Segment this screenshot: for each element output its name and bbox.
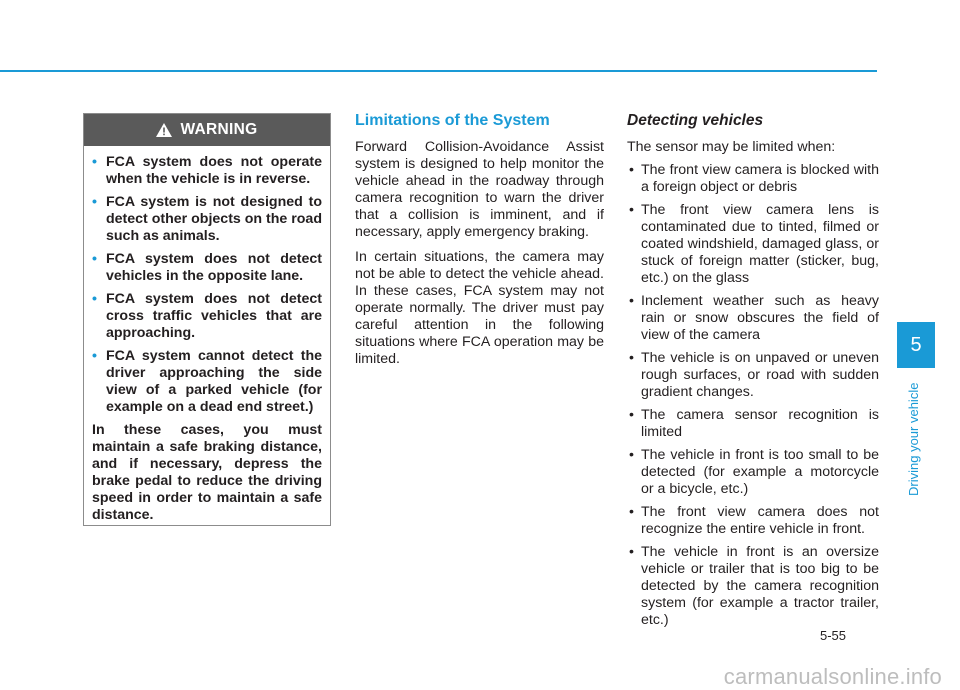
warning-item: • FCA system cannot detect the driver approaching the side view of a parked vehicle (for example on a dead end street.): [92, 348, 322, 416]
detecting-intro: The sensor may be limited when:: [627, 139, 836, 155]
chapter-number-tab: 5: [897, 322, 935, 368]
warning-box: [83, 113, 331, 526]
warning-item: • FCA system does not detect cross traffic vehicles that are approaching.: [92, 291, 322, 342]
watermark: carmanualsonline.info: [723, 664, 942, 689]
limitations-section: [355, 112, 604, 376]
warning-item: • FCA system is not designed to detect other objects on the road such as animals.: [92, 194, 322, 245]
detecting-item: • The vehicle in front is too small to be detected (for example a motorcycle or a bicycle, etc.): [627, 447, 879, 498]
warning-body: [84, 146, 330, 524]
warning-title: WARNING: [180, 121, 258, 138]
limitations-paragraph: Forward Collision-Avoidance Assist system is designed to help monitor the vehicle ahead in the roadway through camera recognition to warn the driver that a collision is imminent, and if necessary, apply emergency braking.: [355, 139, 604, 240]
detecting-item: • The vehicle is on unpaved or uneven rough surfaces, or road with sudden gradient changes.: [627, 350, 879, 401]
warning-item: • FCA system does not detect vehicles in the opposite lane.: [92, 251, 322, 285]
detecting-list: [627, 162, 879, 629]
warning-closing: In these cases, you must maintain a safe braking distance, and if necessary, depress the brake pedal to reduce the driving speed in order to maintain a safe distance.: [92, 422, 322, 523]
detecting-item: • The camera sensor recognition is limited: [627, 407, 879, 441]
warning-triangle-icon: [156, 123, 172, 137]
page-number: 5-55: [820, 628, 847, 643]
warning-header: [84, 114, 330, 146]
detecting-section: [627, 112, 879, 635]
detecting-item: • The front view camera does not recognize the entire vehicle in front.: [627, 504, 879, 538]
detecting-item: • The vehicle in front is an oversize vehicle or trailer that is too big to be detected by the camera recognition system (for example a tractor trailer, etc.): [627, 544, 879, 629]
limitations-heading: Limitations of the System: [355, 112, 550, 129]
warning-list: [92, 154, 322, 416]
detecting-item: • The front view camera lens is contaminated due to tinted, filmed or coated windshield, damaged glass, or stuck of foreign matter (sticker, bug, etc.) on the glass: [627, 202, 879, 287]
detecting-item: • The front view camera is blocked with a foreign object or debris: [627, 162, 879, 196]
top-rule: [0, 70, 877, 72]
limitations-paragraph: In certain situations, the camera may not be able to detect the vehicle ahead. In these cases, FCA system may not operate normally. The driver must pay careful attention in the following situations where FCA operation may be limited.: [355, 249, 604, 367]
chapter-label: Driving your vehicle: [906, 382, 921, 496]
detecting-item: • Inclement weather such as heavy rain or snow obscures the field of view of the camera: [627, 293, 879, 344]
detecting-heading: Detecting vehicles: [627, 112, 764, 129]
warning-item: • FCA system does not operate when the vehicle is in reverse.: [92, 154, 322, 188]
